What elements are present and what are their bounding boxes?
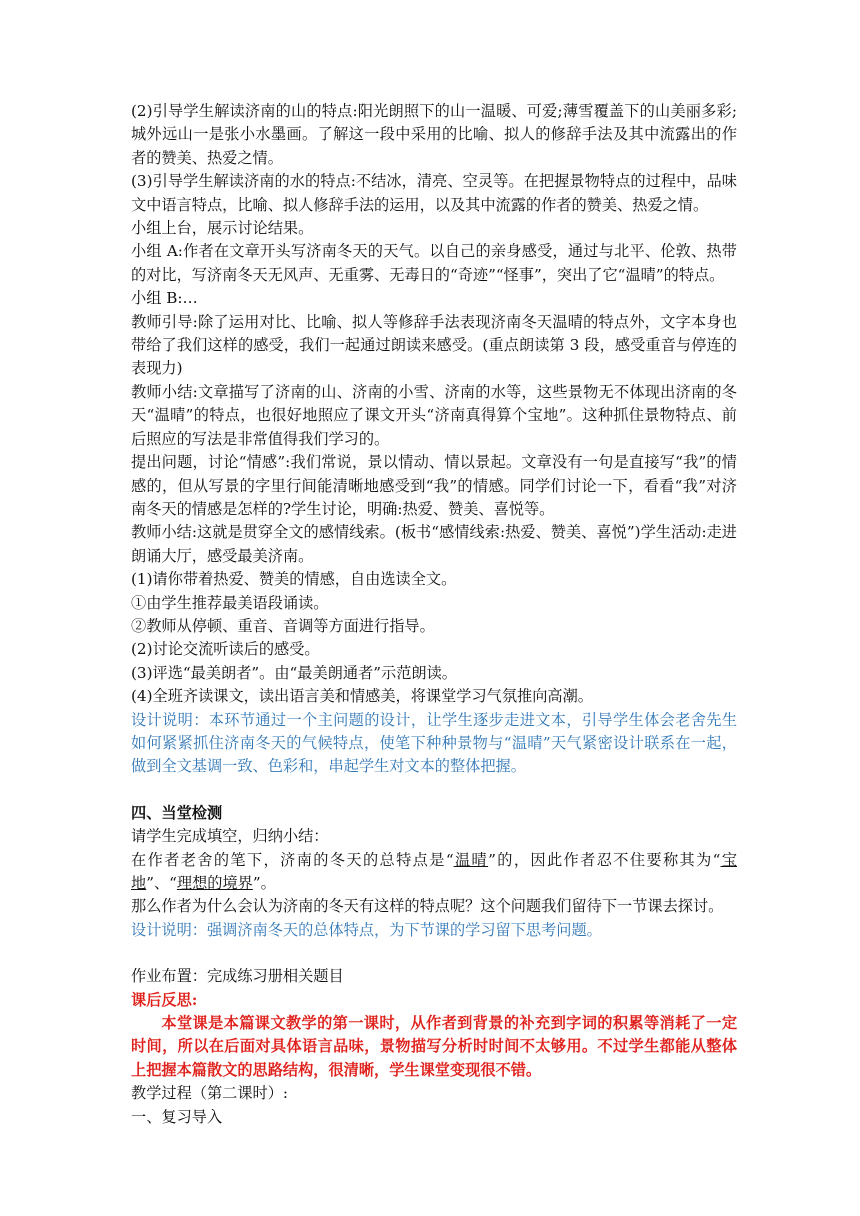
fill-text-b: ”的，因此作者忍不住要称其为“ <box>488 850 721 869</box>
paragraph-fill-instruction: 请学生完成填空，归纳小结： <box>131 827 329 846</box>
paragraph-mountain: (2)引导学生解读济南的山的特点:阳光朗照下的山一温暖、可爱;薄雪覆盖下的山美丽多彩;城外远山一是张小水墨画。了解这一段中采用的比喻、拟人的修辞手法及其中流露出的作者的赞美、热爱之情。 <box>131 102 737 167</box>
fill-text-c: ”、“ <box>146 874 177 892</box>
fill-text-d: ”。 <box>252 874 276 892</box>
spacer <box>131 779 737 802</box>
paragraph-step-2: (2)讨论交流听读后的感受。 <box>131 640 320 659</box>
paragraph-step-3: (3)评选“最美朗者”。由“最美朗通者”示范朗读。 <box>131 663 457 682</box>
fill-text-a: 在作者老舍的笔下，济南的冬天的总特点是“ <box>131 850 454 869</box>
fill-answer-2: 宝地 <box>131 850 738 892</box>
fill-answer-1: 温晴 <box>453 850 489 869</box>
paragraph-teacher-guide: 教师引导:除了运用对比、比喻、拟人等修辞手法表现济南冬天温晴的特点外，文字本身也带给了我们这样的感受，我们一起通过朗读来感受。(重点朗读第 3 段，感受重音与停连的表现力) <box>131 312 737 378</box>
paragraph-step-1a: ①由学生推荐最美语段诵读。 <box>131 593 329 612</box>
paragraph-group-present: 小组上台，展示讨论结果。 <box>131 219 314 238</box>
fill-answer-3: 理想的境界 <box>176 874 253 892</box>
paragraph-review-intro: 一、复习导入 <box>131 1107 223 1126</box>
design-note-2: 设计说明：强调济南冬天的总体特点，为下节课的学习留下思考问题。 <box>131 920 602 939</box>
design-note-1: 设计说明：本环节通过一个主问题的设计，让学生逐步走进文本，引导学生体会老舍先生如何紧紧抓住济南冬天的气候特点，使笔下种种景物与“温晴”天气紧密设计联系在一起，做到全文基调一致、色彩和，串起学生对文本的整体把握。 <box>131 710 737 776</box>
paragraph-step-1b: ②教师从停顿、重音、音调等方面进行指导。 <box>131 616 435 635</box>
paragraph-step-1: (1)请你带着热爱、赞美的情感，自由选读全文。 <box>131 570 457 589</box>
spacer <box>131 942 737 965</box>
paragraph-water: (3)引导学生解读济南的水的特点:不结冰，清亮、空灵等。在把握景物特点的过程中，品味文中语言特点，比喻、拟人修辞手法的运用，以及其中流露的作者的赞美、热爱之情。 <box>131 172 737 214</box>
paragraph-fill-blank <box>131 849 737 896</box>
document-body <box>131 100 737 1129</box>
paragraph-group-a: 小组 A:作者在文章开头写济南冬天的天气。以自己的亲身感受，通过与北平、伦敦、热带的对比，写济南冬天无风声、无重雾、无毒日的“奇迹”“怪事”，突出了它“温晴”的特点。 <box>131 242 737 284</box>
paragraph-second-lesson: 教学过程（第二课时）: <box>131 1084 288 1103</box>
paragraph-group-b: 小组 B:… <box>131 289 198 308</box>
paragraph-teacher-summary-2: 教师小结:这就是贯穿全文的感情线索。(板书“感情线索:热爱、赞美、喜悦”)学生活动:走进朗诵大厅，感受最美济南。 <box>131 523 737 565</box>
reflection-heading: 课后反思: <box>131 990 198 1009</box>
paragraph-homework: 作业布置：完成练习册相关题目 <box>131 967 344 986</box>
paragraph-step-4: (4)全班齐读课文，读出语言美和情感美，将课堂学习气氛推向高潮。 <box>131 687 593 706</box>
section-heading-4: 四、当堂检测 <box>131 803 223 822</box>
paragraph-next-question: 那么作者为什么会认为济南的冬天有这样的特点呢？这个问题我们留待下一节课去探讨。 <box>131 897 724 916</box>
paragraph-teacher-summary-1: 教师小结:文章描写了济南的山、济南的小雪、济南的水等，这些景物无不体现出济南的冬天“温晴”的特点，也很好地照应了课文开头“济南真得算个宝地”。这种抓住景物特点、前后照应的写法是非常值得我们学习的。 <box>131 382 737 448</box>
reflection-body: 本堂课是本篇课文教学的第一课时，从作者到背景的补充到字词的积累等消耗了一定时间，所以在后面对具体语言品味，景物描写分析时时间不太够用。不过学生都能从整体上把握本篇散文的思路结构，很清晰，学生课堂变现很不错。 <box>131 1014 737 1079</box>
paragraph-emotion-question: 提出问题，讨论“情感”:我们常说，景以情动、情以景起。文章没有一句是直接写“我”的情感的，但从写景的字里行间能清晰地感受到“我”的情感。同学们讨论一下，看看“我”对济南冬天的情感是怎样的?学生讨论，明确:热爱、赞美、喜悦等。 <box>131 453 737 518</box>
